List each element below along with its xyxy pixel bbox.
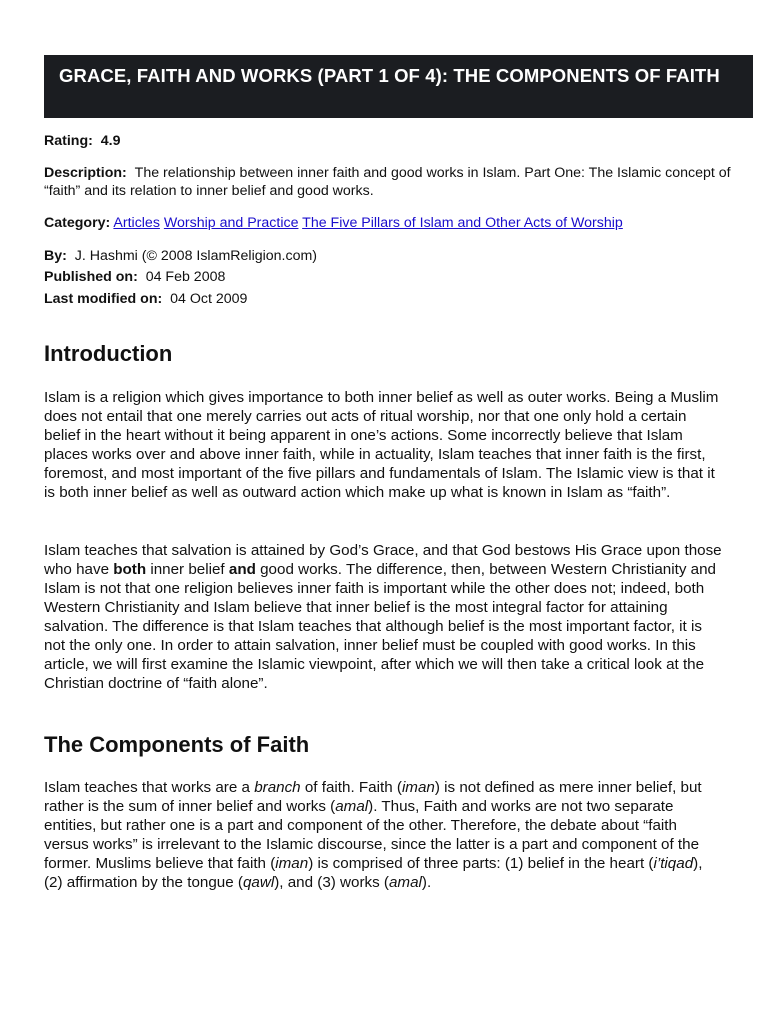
author-value: J. Hashmi (© 2008 IslamReligion.com) — [74, 248, 318, 264]
introduction-heading: Introduction — [44, 341, 173, 366]
category-label: Category: — [44, 215, 111, 231]
title-bar — [44, 55, 753, 118]
description-row — [44, 164, 744, 200]
intro-paragraph-1: Islam is a religion which gives importance to both inner belief as well as outer works. Being a Muslim does not entail that one merely carries out acts of ritual worship, nor that one only hold a certain belief in the heart without it being apparent in one’s actions. Some incorrectly believe that Islam places works over and above inner faith, while in actuality, Islam teaches that inner faith is the first, foremost, and most important of the five pillars and fundamentals of Islam. The Islamic view is that it is both inner belief as well as outward action which make up what is known in Islam as “faith”. — [44, 389, 719, 501]
page-title: GRACE, FAITH AND WORKS (PART 1 OF 4): THE COMPONENTS OF FAITH — [59, 65, 720, 86]
published-value: 04 Feb 2008 — [145, 269, 226, 285]
components-heading: The Components of Faith — [44, 732, 310, 757]
modified-value: 04 Oct 2009 — [170, 291, 248, 307]
components-paragraph: Islam teaches that works are a branch of faith. Faith (iman) is not defined as mere inner belief, but rather is the sum of inner belief and works (amal). Thus, Faith and works are not two separate entities, but rather one is a part and component of the other. Therefore, the debate about “faith versus works” is irrelevant to the Islamic discourse, since the latter is a part and component of the former. Muslims believe that faith (iman) is comprised of three parts: (1) belief in the heart (i’tiqad), (2) affirmation by the tongue (qawl), and (3) works (amal). — [44, 779, 703, 891]
intro-paragraph-2: Islam teaches that salvation is attained by God’s Grace, and that God bestows His Grace upon those who have both inner belief and good works. The difference, then, between Western Christianity and Islam is not that one religion believes inner faith is important while the other does not; indeed, both Western Christianity and Islam believe that inner belief is the most integral factor for attaining salvation. The difference is that Islam teaches that although belief is the most important factor, it is not the only one. In order to attain salvation, inner belief must be coupled with good works. In this article, we will first examine the Islamic viewpoint, after which we will then take a critical look at the Christian doctrine of “faith alone”. — [44, 542, 722, 692]
rating-value: 4.9 — [100, 133, 121, 149]
published-label: Published on: — [44, 269, 138, 285]
category-link-worship[interactable]: Worship and Practice — [163, 215, 299, 231]
description-text: The relationship between inner faith and good works in Islam. Part One: The Islamic concept of “faith” and its relation to inner belief and good works. — [44, 165, 731, 199]
modified-row — [44, 290, 744, 308]
author-row — [44, 247, 744, 265]
modified-label: Last modified on: — [44, 291, 163, 307]
rating-label: Rating: — [44, 133, 93, 149]
published-row — [44, 268, 744, 286]
category-row — [44, 214, 744, 232]
category-link-articles[interactable]: Articles — [113, 215, 160, 231]
rating-row — [44, 132, 744, 150]
description-label: Description: — [44, 165, 127, 181]
by-label: By: — [44, 248, 67, 264]
category-link-five-pillars[interactable]: The Five Pillars of Islam and Other Acts of Worship — [302, 215, 623, 231]
